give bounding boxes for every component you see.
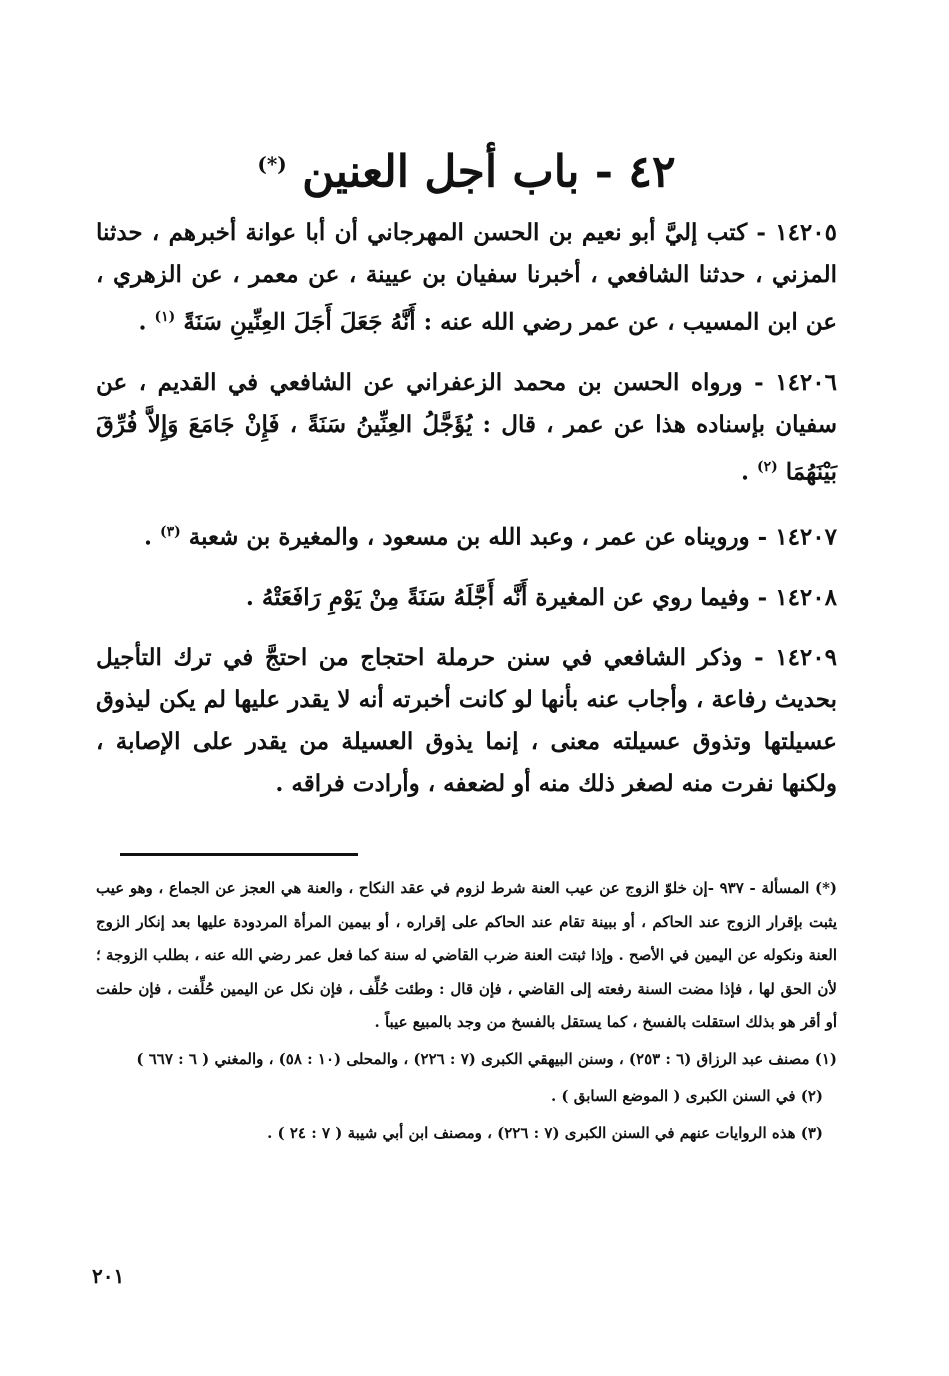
main-text (96, 212, 837, 823)
paragraph-14207 (96, 511, 837, 559)
footnotes-section (96, 872, 837, 1155)
paragraph-14209 (96, 637, 837, 805)
page-number: ٢٠١ (92, 1264, 125, 1288)
editor-note: (*) المسألة - ٩٣٧ -إن خلوّ الزوج عن عيب العنة شرط لزوم في عقد النكاح ، والعنة هي العجز عن الجماع ، وهو عيب يثبت بإقرار الزوج عند الحاكم ، أو ببينة تقام عند الحاكم على إقراره ، أو بيمين المرأة المردودة عليها بعد إنكار الزوج العنة ونكوله عن اليمين في الأصح . وإذا ثبتت العنة ضرب القاضي له سنة كما فعل عمر رضي الله عنه ، بطلب الزوجة ؛ لأن الحق لها ، فإذا مضت السنة رفعته إلى القاضي ، فإن قال : وطئت حُلِّف ، فإن نكل عن اليمين حُلِّفت ، فإن حلفت أو أقر هو بذلك استقلت بالفسخ ، كما يستقل بالفسخ من وجد بالمبيع عيباً . (96, 879, 838, 1031)
paragraph-text: ١٤٢٠٦ - ورواه الحسن بن محمد الزعفراني عن الشافعي في القديم ، عن سفيان بإسناده هذا عن عمر ، قال : يُؤَجَّلُ العِنِّينُ سَنَةً ، فَإِنْ جَامَعَ وَإِلاَّ فُرِّقَ بَيْنَهُمَا (96, 368, 837, 486)
footnote-3: (٣) هذه الروايات عنهم في السنن الكبرى (٧ : ٢٢٦) ، ومصنف ابن أبي شيبة ( ٧ : ٢٤ ) . (267, 1123, 823, 1142)
paragraph-text: ١٤٢٠٧ - ورويناه عن عمر ، وعبد الله بن مسعود ، والمغيرة بن شعبة (188, 523, 837, 551)
paragraph-end: . (138, 308, 147, 336)
paragraph-14206 (96, 362, 837, 494)
paragraph-end: . (740, 458, 749, 486)
footnote-1: (١) مصنف عبد الرزاق (٦ : ٢٥٣) ، وسنن البيهقي الكبرى (٧ : ٢٢٦) ، والمحلى (١٠ : ٥٨) ، والمغني ( ٦ : ٦٦٧ ) (136, 1049, 837, 1068)
paragraph-text: ١٤٢٠٥ - كتب إليَّ أبو نعيم بن الحسن المهرجاني أن أبا عوانة أخبرهم ، حدثنا المزني ، حدثنا الشافعي ، أخبرنا سفيان بن عيينة ، عن معمر ، عن الزهري ، عن ابن المسيب ، عن عمر رضي الله عنه : أَنَّهُ جَعَلَ أَجَلَ العِنِّينِ سَنَةً (96, 219, 837, 336)
paragraph-text: ١٤٢٠٩ - وذكر الشافعي في سنن حرملة احتجاج من احتجَّ في ترك التأجيل بحديث رفاعة ، وأجاب عنه بأنها لو كانت أخبرته أنه لا يقدر عليها لم يكن ليذوق عسيلتها وتذوق عسيلته معنى ، إنما يذوق العسيلة من يقدر على الإصابة ، ولكنها نفرت منه لصغر ذلك منه أو لضعفه ، وأرادت فراقه . (96, 643, 837, 797)
paragraph-14205 (96, 212, 837, 344)
footnote-ref: (٢) (757, 458, 778, 475)
footnote-2: (٢) في السنن الكبرى ( الموضع السابق ) . (550, 1086, 823, 1105)
footnote-separator (120, 853, 358, 856)
paragraph-text: ١٤٢٠٨ - وفيما روي عن المغيرة أَنَّه أَجَّلَهُ سَنَةً مِنْ يَوْمِ رَافَعَتْهُ . (245, 583, 837, 611)
paragraph-14208 (96, 577, 837, 619)
paragraph-end: . (143, 523, 152, 551)
chapter-title-marker: (*) (257, 152, 287, 176)
chapter-title-text: ٤٢ - باب أجل العنين (302, 146, 676, 198)
footnote-ref: (١) (154, 309, 176, 325)
footnote-ref: (٣) (159, 524, 181, 541)
chapter-title (96, 136, 837, 201)
